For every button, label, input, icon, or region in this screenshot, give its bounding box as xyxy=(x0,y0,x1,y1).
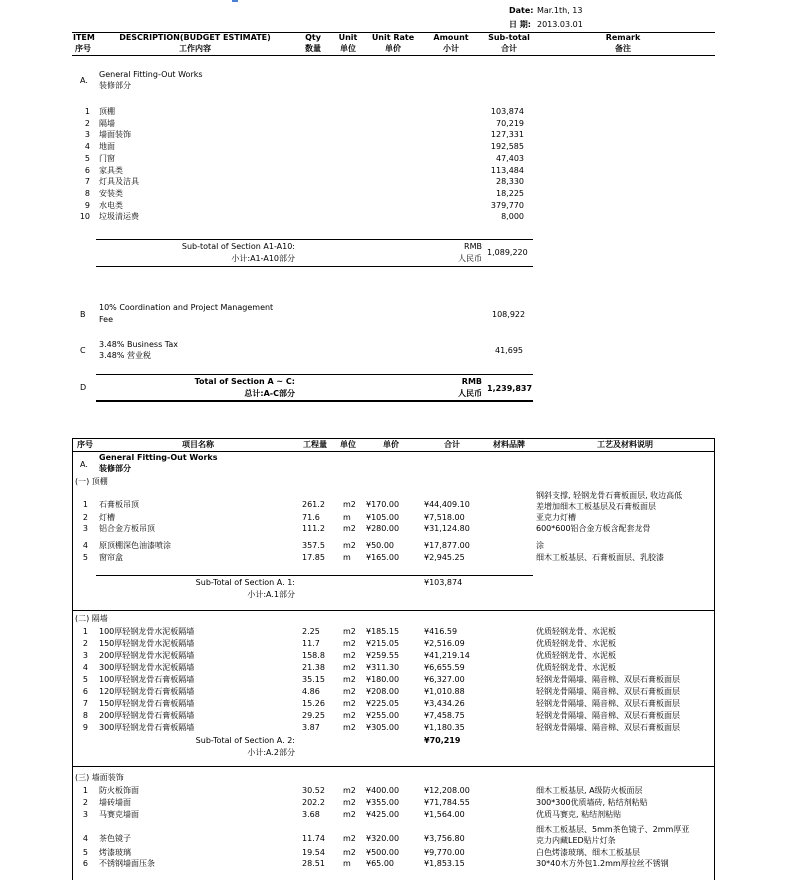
detail-row-unit: m xyxy=(343,859,351,868)
detail-row-no: 1 xyxy=(82,627,88,636)
subtotal-a-rule xyxy=(96,239,533,240)
col-description: DESCRIPTION(BUDGET ESTIMATE) xyxy=(119,33,271,42)
section-d-label: Total of Section A ~ C: xyxy=(194,377,295,386)
detail-row-qty: 17.85 xyxy=(302,553,325,562)
summary-item-value: 192,585 xyxy=(490,142,524,152)
group1-subtotal-label: Sub-Total of Section A. 1: xyxy=(195,578,295,587)
detail-row-total: ¥416.59 xyxy=(424,627,458,636)
detail-row-qty: 202.2 xyxy=(302,798,325,807)
detail-row-rate: ¥65.00 xyxy=(366,859,394,868)
detail-row-no: 4 xyxy=(82,663,88,672)
summary-item-name: 隔墙 xyxy=(99,118,115,128)
detail-row-rate: ¥320.00 xyxy=(366,834,400,843)
detail-col-no: 序号 xyxy=(77,440,93,449)
detail-row-spec: 细木工板基层、石膏板面层、乳胶漆 xyxy=(536,553,664,562)
summary-item-name: 安装类 xyxy=(99,188,123,198)
detail-row-rate: ¥105.00 xyxy=(366,513,400,522)
detail-row-qty: 15.26 xyxy=(302,699,325,708)
detail-row-no: 7 xyxy=(82,699,88,708)
col-unit-rate: Unit Rate xyxy=(371,33,415,42)
summary-item-value: 103,874 xyxy=(490,107,524,116)
detail-row-qty: 71.6 xyxy=(302,513,320,522)
detail-row-qty: 357.5 xyxy=(302,541,325,550)
summary-item-no: 8 xyxy=(84,188,90,198)
detail-row-rate: ¥225.05 xyxy=(366,699,400,708)
detail-row-unit: m2 xyxy=(343,723,356,732)
detail-row-total: ¥1,010.88 xyxy=(424,687,465,696)
detail-row-no: 6 xyxy=(82,687,88,696)
detail-row-qty: 21.38 xyxy=(302,663,325,672)
group1-label: (一) 顶棚 xyxy=(75,477,108,486)
detail-row-spec: 轻钢龙骨隔墙、隔音棉、双层石膏板面层 xyxy=(536,711,680,720)
detail-row-total: ¥31,124.80 xyxy=(424,524,470,533)
detail-row-no: 1 xyxy=(82,500,88,509)
detail-row-rate: ¥255.00 xyxy=(366,711,400,720)
detail-row-no: 3 xyxy=(82,651,88,660)
detail-row-name: 马赛克墙面 xyxy=(99,810,139,819)
summary-item-no: 3 xyxy=(84,130,90,140)
header-bottom-rule xyxy=(72,55,715,56)
detail-col-brand: 材料品牌 xyxy=(493,440,525,449)
group1-subtotal-label-cn: 小计:A.1部分 xyxy=(247,590,295,599)
detail-row-no: 2 xyxy=(82,798,88,807)
detail-row-no: 2 xyxy=(82,639,88,648)
detail-row-total: ¥1,853.15 xyxy=(424,859,465,868)
detail-row-spec: 优质轻钢龙骨、水泥板 xyxy=(536,639,616,648)
detail-row-name: 150厚轻钢龙骨水泥板隔墙 xyxy=(99,639,195,648)
detail-row-unit: m2 xyxy=(343,699,356,708)
summary-item-name: 灯具及洁具 xyxy=(99,177,139,187)
detail-row-name: 石膏板吊顶 xyxy=(99,500,139,509)
summary-item-value: 28,330 xyxy=(496,177,524,187)
detail-row-name: 墙砖墙面 xyxy=(99,798,131,807)
detail-row-total: ¥71,784.55 xyxy=(424,798,470,807)
section-c-line2: 3.48% 营业税 xyxy=(99,351,151,360)
detail-row-name: 200厚轻钢龙骨水泥板隔墙 xyxy=(99,651,195,660)
detail-row-rate: ¥500.00 xyxy=(366,848,400,857)
detail-row-qty: 3.87 xyxy=(302,723,320,732)
detail-row-qty: 19.54 xyxy=(302,848,325,857)
detail-row-spec: 600*600铝合金方板含配套龙骨 xyxy=(536,524,651,533)
section-a-title: General Fitting-Out Works xyxy=(99,70,203,79)
detail-col-total: 合计 xyxy=(444,440,460,449)
detail-row-name: 200厚轻钢龙骨石膏板隔墙 xyxy=(99,711,195,720)
detail-row-qty: 2.25 xyxy=(302,627,320,636)
detail-top-rule xyxy=(72,438,714,439)
detail-row-qty: 29.25 xyxy=(302,711,325,720)
group2-subtotal-label-cn: 小计:A.2部分 xyxy=(247,748,295,757)
detail-a-title: General Fitting-Out Works xyxy=(99,453,218,462)
detail-row-total: ¥41,219.14 xyxy=(424,651,470,660)
detail-left-border xyxy=(72,438,73,880)
detail-row-no: 4 xyxy=(82,834,88,843)
detail-row-unit: m xyxy=(343,553,351,562)
detail-row-spec: 细木工板基层, A级防火板面层 xyxy=(536,786,643,795)
detail-row-no: 5 xyxy=(82,675,88,684)
summary-item-value: 127,331 xyxy=(490,130,524,140)
detail-row-name: 150厚轻钢龙骨石膏板隔墙 xyxy=(99,699,195,708)
detail-row-spec: 优质轻钢龙骨、水泥板 xyxy=(536,663,616,672)
section-c-value: 41,695 xyxy=(495,346,523,355)
detail-col-name: 项目名称 xyxy=(182,440,214,449)
detail-row-name: 烤漆玻璃 xyxy=(99,848,131,857)
detail-row-total: ¥2,945.25 xyxy=(424,553,465,562)
detail-row-spec: 轻钢龙骨隔墙、隔音棉、双层石膏板面层 xyxy=(536,699,680,708)
section-a-currency: RMB xyxy=(464,242,482,251)
detail-row-rate: ¥355.00 xyxy=(366,798,400,807)
detail-row-unit: m2 xyxy=(343,663,356,672)
section-a-subtotal-label-cn: 小计:A1-A10部分 xyxy=(231,254,295,263)
detail-row-rate: ¥280.00 xyxy=(366,524,400,533)
detail-row-no: 5 xyxy=(82,848,88,857)
summary-item-no: 1 xyxy=(84,107,90,116)
section-d-label-cn: 总计:A-C部分 xyxy=(244,389,295,398)
group1-subtotal-value: ¥103,874 xyxy=(424,578,463,587)
summary-item-value: 70,219 xyxy=(496,118,524,128)
summary-item-value: 379,770 xyxy=(490,200,524,210)
summary-item-no: 6 xyxy=(84,165,90,175)
detail-row-qty: 3.68 xyxy=(302,810,320,819)
detail-a-title-cn: 装修部分 xyxy=(99,464,131,473)
summary-item-name: 水电类 xyxy=(99,200,123,210)
detail-row-no: 6 xyxy=(82,859,88,868)
section-a-subtotal-label: Sub-total of Section A1-A10: xyxy=(181,242,295,251)
detail-row-unit: m2 xyxy=(343,524,356,533)
col-unit-cn: 单位 xyxy=(340,44,356,53)
col-subtotal-cn: 合计 xyxy=(501,44,517,53)
col-remark: Remark xyxy=(605,33,641,42)
detail-row-no: 2 xyxy=(82,513,88,522)
col-unit-rate-cn: 单价 xyxy=(385,44,401,53)
detail-row-no: 9 xyxy=(82,723,88,732)
section-a-title-cn: 装修部分 xyxy=(99,81,131,90)
detail-row-rate: ¥208.00 xyxy=(366,687,400,696)
detail-col-unit: 单位 xyxy=(340,440,356,449)
detail-row-rate: ¥180.00 xyxy=(366,675,400,684)
summary-item-no: 7 xyxy=(84,177,90,187)
detail-row-total: ¥7,458.75 xyxy=(424,711,465,720)
group2-subtotal-label: Sub-Total of Section A. 2: xyxy=(195,736,295,745)
group2-divider xyxy=(72,766,714,767)
summary-item-no: 5 xyxy=(84,153,90,163)
col-subtotal: Sub-total xyxy=(488,33,530,42)
detail-row-total: ¥6,655.59 xyxy=(424,663,465,672)
detail-row-rate: ¥185.15 xyxy=(366,627,400,636)
date-label-cn: 日 期: xyxy=(509,20,531,29)
summary-item-value: 18,225 xyxy=(496,188,524,198)
detail-row-total: ¥6,327.00 xyxy=(424,675,465,684)
group2-label: (二) 隔墙 xyxy=(75,614,108,623)
detail-row-name: 防火板饰面 xyxy=(99,786,139,795)
detail-row-spec: 轻钢龙骨隔墙、隔音棉、双层石膏板面层 xyxy=(536,723,680,732)
detail-row-name: 300厚轻钢龙骨水泥板隔墙 xyxy=(99,663,195,672)
section-b-letter: B xyxy=(80,310,86,319)
section-c-letter: C xyxy=(80,346,86,355)
detail-row-qty: 11.7 xyxy=(302,639,320,648)
detail-header-rule xyxy=(72,451,714,452)
detail-row-rate: ¥305.00 xyxy=(366,723,400,732)
total-d-double-rule xyxy=(96,400,533,402)
detail-row-unit: m2 xyxy=(343,810,356,819)
detail-row-total: ¥7,518.00 xyxy=(424,513,465,522)
group1-subtotal-rule xyxy=(96,575,533,576)
detail-row-unit: m2 xyxy=(343,786,356,795)
detail-row-total: ¥3,756.80 xyxy=(424,834,465,843)
detail-row-total: ¥1,564.00 xyxy=(424,810,465,819)
detail-row-name: 不锈钢墙面压条 xyxy=(99,859,155,868)
detail-row-name: 120厚轻钢龙骨石膏板隔墙 xyxy=(99,687,195,696)
section-d-currency-cn: 人民币 xyxy=(458,389,482,398)
detail-row-qty: 35.15 xyxy=(302,675,325,684)
detail-row-unit: m2 xyxy=(343,798,356,807)
summary-item-no: 2 xyxy=(84,118,90,128)
detail-row-no: 4 xyxy=(82,541,88,550)
header-top-rule xyxy=(72,32,715,33)
col-amount: Amount xyxy=(433,33,469,42)
group2-subtotal-value: ¥70,219 xyxy=(424,736,461,745)
detail-row-spec: 30*40木方外包1.2mm厚拉丝不锈钢 xyxy=(536,859,669,868)
detail-row-no: 5 xyxy=(82,553,88,562)
page-edge-mark xyxy=(232,0,238,2)
detail-row-qty: 11.74 xyxy=(302,834,325,843)
detail-row-unit: m2 xyxy=(343,687,356,696)
summary-item-name: 顶棚 xyxy=(99,107,115,116)
section-b-line2: Fee xyxy=(99,315,114,324)
section-a-subtotal-value: 1,089,220 xyxy=(487,248,528,257)
summary-item-no: 9 xyxy=(84,200,90,210)
detail-row-no: 1 xyxy=(82,786,88,795)
detail-row-name: 300厚轻钢龙骨石膏板隔墙 xyxy=(99,723,195,732)
detail-row-spec: 轻钢龙骨隔墙、隔音棉、双层石膏板面层 xyxy=(536,687,680,696)
detail-row-total: ¥9,770.00 xyxy=(424,848,465,857)
detail-row-total: ¥1,180.35 xyxy=(424,723,465,732)
summary-item-name: 家具类 xyxy=(99,165,123,175)
detail-row-unit: m2 xyxy=(343,711,356,720)
detail-row-spec: 300*300优质墙砖, 粘结剂粘贴 xyxy=(536,798,648,807)
detail-col-qty: 工程量 xyxy=(303,440,327,449)
detail-row-total: ¥2,516.09 xyxy=(424,639,465,648)
group3-label: (三) 墙面装饰 xyxy=(75,773,124,782)
detail-row-spec: 差增加细木工板基层及石膏板面层 xyxy=(536,502,656,511)
detail-row-spec: 克力内藏LED贴片灯条 xyxy=(536,836,616,845)
detail-row-rate: ¥311.30 xyxy=(366,663,400,672)
summary-item-name: 墙面装饰 xyxy=(99,130,131,140)
col-remark-cn: 备注 xyxy=(615,44,631,53)
detail-right-border xyxy=(714,438,715,880)
summary-item-name: 地面 xyxy=(99,142,115,152)
col-qty: Qty xyxy=(305,33,321,42)
detail-row-rate: ¥170.00 xyxy=(366,500,400,509)
section-c-line1: 3.48% Business Tax xyxy=(99,340,178,349)
detail-row-rate: ¥425.00 xyxy=(366,810,400,819)
detail-row-qty: 28.51 xyxy=(302,859,325,868)
col-unit: Unit xyxy=(338,33,358,42)
summary-item-name: 门窗 xyxy=(99,153,115,163)
detail-row-spec: 优质轻钢龙骨、水泥板 xyxy=(536,651,616,660)
detail-col-spec: 工艺及材料说明 xyxy=(597,440,653,449)
detail-row-rate: ¥259.55 xyxy=(366,651,400,660)
date-value: Mar.1th, 13 xyxy=(537,6,583,15)
section-a-letter: A. xyxy=(80,76,88,85)
section-d-total-value: 1,239,837 xyxy=(487,384,533,393)
detail-row-name: 原顶棚深色油漆喷涂 xyxy=(99,541,171,550)
detail-row-unit: m2 xyxy=(343,834,356,843)
section-d-letter: D xyxy=(80,383,87,392)
summary-item-value: 47,403 xyxy=(496,153,524,163)
detail-row-unit: m xyxy=(343,513,351,522)
col-amount-cn: 小计 xyxy=(443,44,459,53)
detail-col-rate: 单价 xyxy=(383,440,399,449)
detail-row-name: 窗帘盒 xyxy=(99,553,123,562)
detail-row-qty: 158.8 xyxy=(302,651,325,660)
detail-row-name: 100厚轻钢龙骨石膏板隔墙 xyxy=(99,675,195,684)
summary-item-name: 垃圾清运费 xyxy=(99,212,139,222)
total-d-rule xyxy=(96,374,533,375)
detail-row-rate: ¥165.00 xyxy=(366,553,400,562)
section-a-currency-cn: 人民币 xyxy=(458,254,482,263)
detail-row-unit: m2 xyxy=(343,639,356,648)
date-label: Date: xyxy=(509,6,534,15)
detail-row-total: ¥44,409.10 xyxy=(424,500,470,509)
detail-row-spec: 亚克力灯槽 xyxy=(536,513,576,522)
detail-row-total: ¥3,434.26 xyxy=(424,699,465,708)
group1-divider xyxy=(72,610,714,611)
detail-row-unit: m2 xyxy=(343,651,356,660)
section-b-line1: 10% Coordination and Project Management xyxy=(99,303,274,312)
detail-row-unit: m2 xyxy=(343,675,356,684)
detail-row-spec: 白色烤漆玻璃、细木工板基层 xyxy=(536,848,640,857)
detail-row-name: 灯槽 xyxy=(99,513,115,522)
section-d-currency: RMB xyxy=(461,377,482,386)
detail-row-no: 3 xyxy=(82,810,88,819)
detail-row-name: 铝合金方板吊顶 xyxy=(99,524,155,533)
detail-row-rate: ¥400.00 xyxy=(366,786,400,795)
summary-item-value: 8,000 xyxy=(501,212,524,222)
detail-row-unit: m2 xyxy=(343,500,356,509)
summary-item-no: 4 xyxy=(84,142,90,152)
detail-row-name: 100厚轻钢龙骨水泥板隔墙 xyxy=(99,627,195,636)
detail-row-name: 茶色镜子 xyxy=(99,834,131,843)
detail-row-rate: ¥50.00 xyxy=(366,541,394,550)
detail-row-spec: 优质轻钢龙骨、水泥板 xyxy=(536,627,616,636)
detail-row-spec: 轻钢龙骨隔墙、隔音棉、双层石膏板面层 xyxy=(536,675,680,684)
detail-row-rate: ¥215.05 xyxy=(366,639,400,648)
col-description-cn: 工作内容 xyxy=(179,44,211,53)
detail-row-unit: m2 xyxy=(343,627,356,636)
col-item: ITEM xyxy=(73,33,95,42)
section-b-value: 108,922 xyxy=(492,310,526,319)
col-qty-cn: 数量 xyxy=(305,44,321,53)
col-item-cn: 序号 xyxy=(75,44,91,53)
detail-row-total: ¥17,877.00 xyxy=(424,541,470,550)
detail-row-qty: 261.2 xyxy=(302,500,325,509)
detail-row-spec: 涂 xyxy=(536,541,544,550)
detail-row-no: 8 xyxy=(82,711,88,720)
detail-row-qty: 111.2 xyxy=(302,524,325,533)
detail-row-spec: 钢斜支撑, 轻钢龙骨石膏板面层, 收边高低 xyxy=(536,491,683,500)
summary-item-no: 10 xyxy=(79,212,90,222)
detail-row-total: ¥12,208.00 xyxy=(424,786,470,795)
summary-item-value: 113,484 xyxy=(490,165,524,175)
detail-a-letter: A. xyxy=(80,460,88,469)
detail-row-spec: 优质马赛克, 粘结剂粘贴 xyxy=(536,810,622,819)
detail-row-qty: 4.86 xyxy=(302,687,320,696)
detail-row-spec: 细木工板基层、5mm茶色镜子、2mm厚亚 xyxy=(536,825,690,834)
detail-row-no: 3 xyxy=(82,524,88,533)
subtotal-a-bottom-rule xyxy=(96,266,533,267)
date-value-cn: 2013.03.01 xyxy=(537,20,583,29)
detail-row-qty: 30.52 xyxy=(302,786,325,795)
detail-row-unit: m2 xyxy=(343,541,356,550)
detail-row-unit: m2 xyxy=(343,848,356,857)
